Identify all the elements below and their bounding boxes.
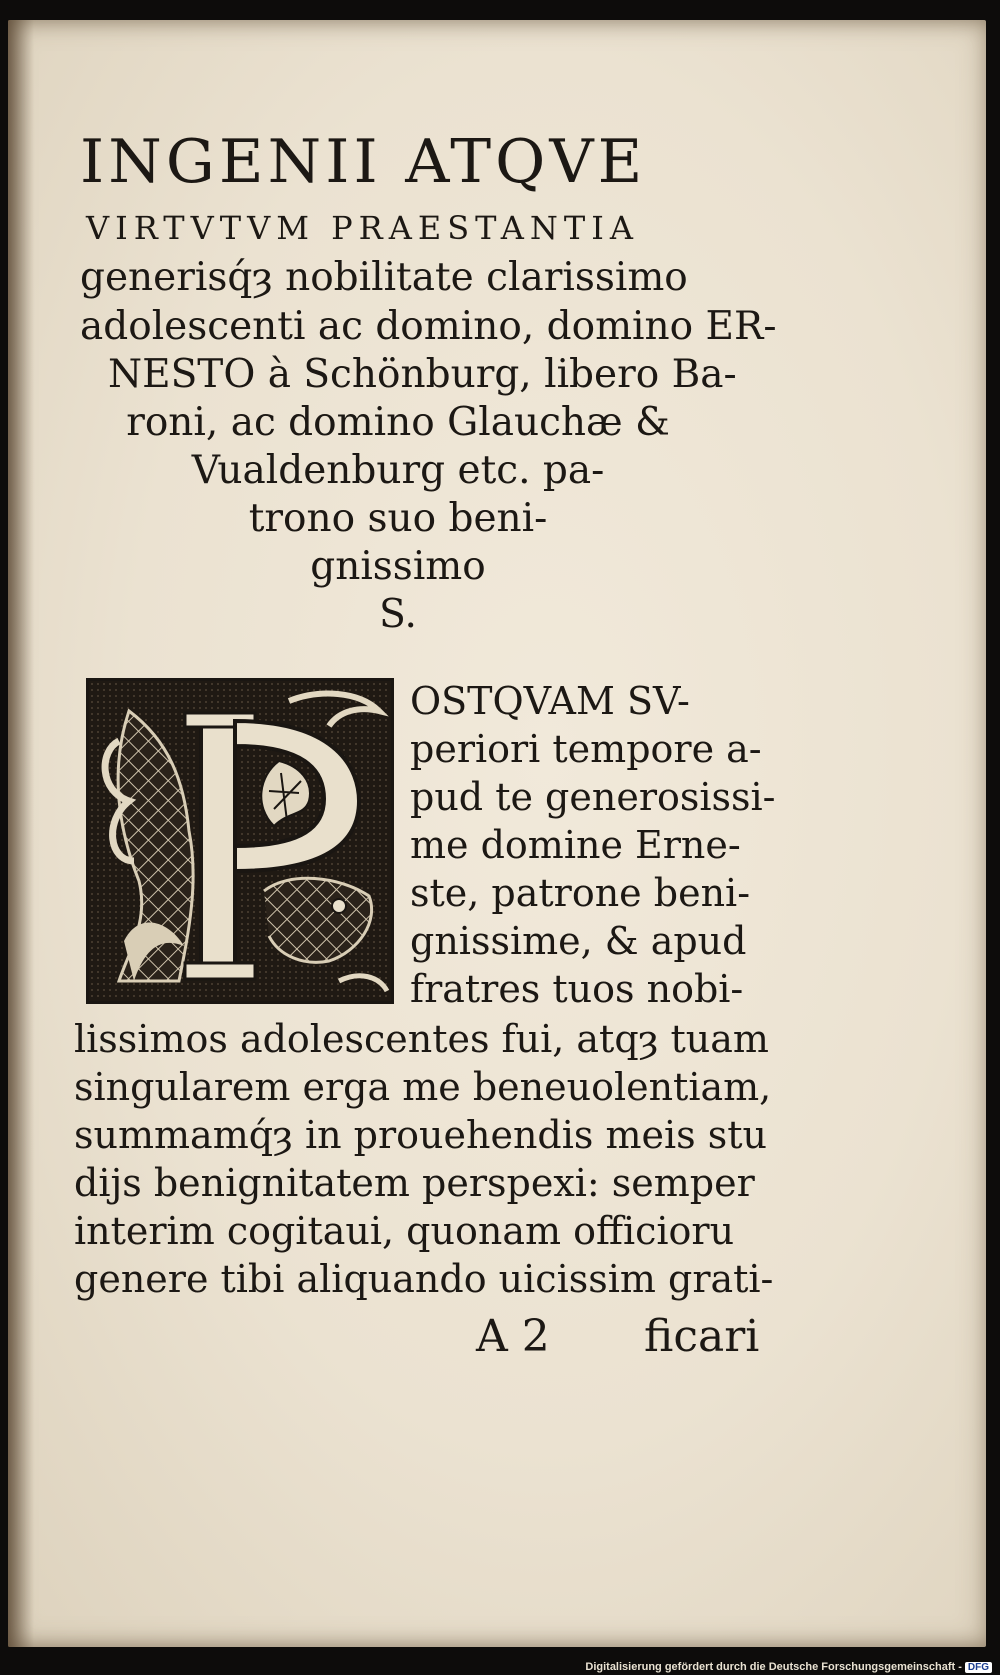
dedication-line-1: generisq́ȝ nobilitate clarissimo <box>80 255 688 300</box>
body-line-6: genere tibi aliquando uicissim grati- <box>74 1257 774 1301</box>
dedication-line-3: NESTO à Schönburg, libero Ba- <box>108 352 737 397</box>
body-line-5: interim cogitaui, quonam officioru <box>74 1209 735 1253</box>
dedication-line-5: Vualdenburg etc. pa- <box>191 448 605 493</box>
catchword: ficari <box>644 1311 760 1362</box>
dedication-line-6: trono suo beni- <box>248 496 548 541</box>
body-side-line-6: gnissime, & apud <box>410 919 747 963</box>
body-line-2: singularem erga me beneuolentiam, <box>74 1065 772 1109</box>
book-page <box>8 20 986 1647</box>
dfg-logo-icon: DFG <box>965 1662 992 1673</box>
drop-cap-initial-p <box>86 678 394 1004</box>
heading-line-1: INGENII ATQVE <box>80 127 647 197</box>
dedication-line-2: adolescenti ac domino, domino ER- <box>80 304 777 349</box>
page-spine-shadow <box>8 20 34 1647</box>
digitization-credit <box>583 1661 994 1673</box>
body-line-3: summamq́ȝ in prouehendis meis stu <box>74 1113 767 1157</box>
body-side-line-5: ste, patrone beni- <box>410 871 751 915</box>
body-side-line-3: pud te generosissi- <box>410 775 776 819</box>
dedication-line-4: roni, ac domino Glauchæ & <box>126 400 670 445</box>
ornament-woodcut-icon <box>89 681 391 1001</box>
body-side-line-7: fratres tuos nobi- <box>410 967 744 1011</box>
dedication-line-8: S. <box>379 592 417 637</box>
heading-line-2: VIRTVTVM PRAESTANTIA <box>86 209 639 247</box>
body-line-1: lissimos adolescentes fui, atqȝ tuam <box>74 1017 769 1061</box>
body-side-line-4: me domine Erne- <box>410 823 741 867</box>
dedication-line-7: gnissimo <box>310 544 486 589</box>
body-side-line-1: OSTQVAM SV- <box>410 679 690 723</box>
body-side-line-2: periori tempore a- <box>410 727 762 771</box>
credit-text: Digitalisierung gefördert durch die Deutsche Forschungsgemeinschaft - <box>585 1661 962 1673</box>
signature-mark: A 2 <box>476 1311 550 1362</box>
body-line-4: dijs benignitatem perspexi: semper <box>74 1161 755 1205</box>
